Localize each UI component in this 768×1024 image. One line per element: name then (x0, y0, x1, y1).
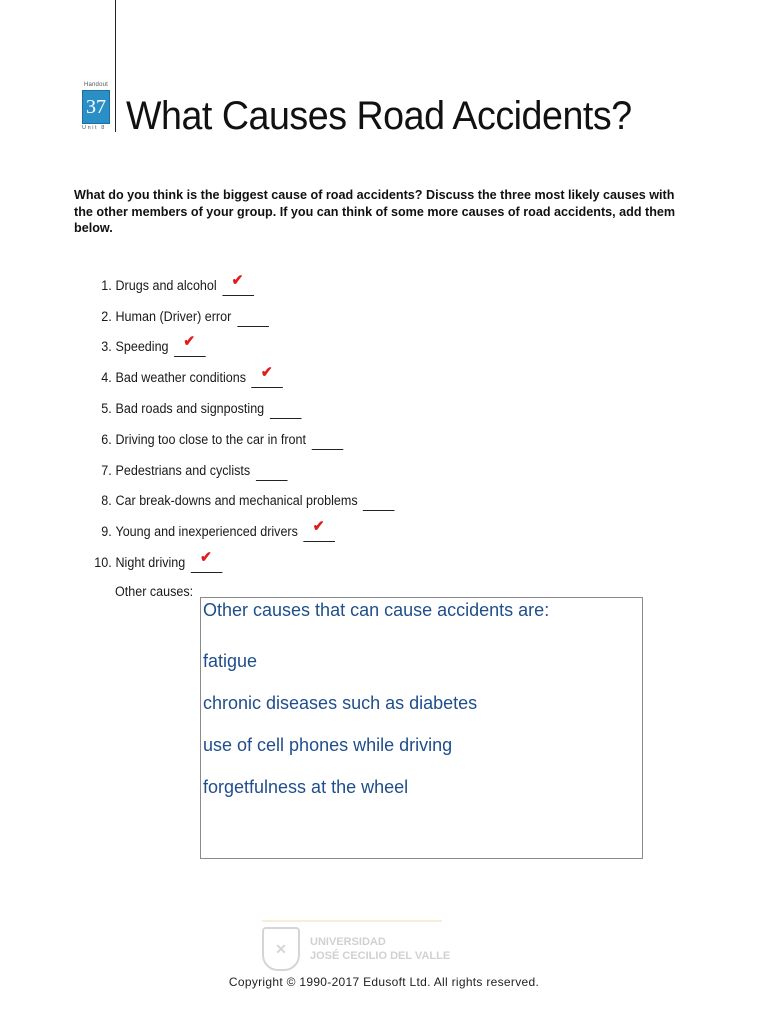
causes-list (82, 270, 582, 578)
cause-number: 4. (101, 370, 112, 386)
cause-text: Human (Driver) error (115, 308, 232, 324)
unit-label: Unit 8 (82, 125, 106, 131)
answer-blank[interactable] (303, 518, 335, 542)
cause-item (82, 332, 547, 363)
other-cause-entry: use of cell phones while driving (203, 735, 453, 755)
cause-text: Car break-downs and mechanical problems (115, 493, 358, 509)
watermark-line-2: JOSÉ CECILIO DEL VALLE (310, 950, 451, 962)
cause-text: Drugs and alcohol (115, 277, 217, 293)
cause-text: Young and inexperienced drivers (115, 524, 298, 540)
answer-blank[interactable] (191, 549, 223, 573)
cause-number: 2. (101, 308, 112, 324)
answer-blank[interactable] (237, 314, 269, 327)
copyright-notice: Copyright © 1990-2017 Edusoft Ltd. All rights reserved. (228, 975, 540, 989)
handout-number: 37 (82, 90, 110, 124)
cause-text: Speeding (115, 339, 169, 355)
cause-number: 8. (101, 493, 112, 509)
cause-item (82, 486, 547, 517)
page-title: What Causes Road Accidents? (126, 94, 632, 138)
other-causes-intro: Other causes that can cause accidents are: (203, 600, 550, 620)
cause-number: 3. (101, 339, 112, 355)
cause-item (82, 547, 547, 578)
cause-item (82, 301, 547, 332)
cause-number: 5. (101, 401, 112, 417)
handout-word: Handout (83, 82, 109, 88)
watermark-text (310, 935, 450, 963)
answer-blank[interactable] (222, 271, 254, 296)
cause-item (82, 362, 547, 393)
cause-item (82, 393, 547, 424)
cause-item (82, 455, 547, 486)
red-checkmark-icon: ✔ (200, 549, 212, 567)
answer-blank[interactable] (312, 437, 344, 450)
other-cause-entry: forgetfulness at the wheel (203, 777, 409, 797)
watermark-line-1: UNIVERSIDAD (310, 936, 386, 948)
header-divider-line (115, 0, 116, 132)
other-causes-box[interactable] (200, 597, 643, 859)
answer-blank[interactable] (256, 468, 288, 481)
instructions-text: What do you think is the biggest cause of road accidents? Discuss the three most likely causes with the other members of your group. If you can think of some more causes of road accidents, add them below. (74, 188, 676, 235)
answer-blank[interactable] (363, 498, 395, 511)
cause-text: Bad weather conditions (115, 370, 246, 386)
university-watermark (262, 920, 512, 978)
cause-text: Driving too close to the car in front (115, 431, 306, 447)
other-cause-entry: chronic diseases such as diabetes (203, 693, 478, 713)
cause-number: 7. (101, 462, 112, 478)
cause-number: 1. (101, 277, 112, 293)
cause-number: 6. (101, 431, 112, 447)
answer-blank[interactable] (252, 364, 284, 388)
cause-text: Pedestrians and cyclists (115, 462, 251, 478)
other-cause-entry: fatigue (203, 651, 258, 671)
handout-badge (82, 82, 110, 131)
red-checkmark-icon: ✔ (231, 271, 244, 289)
red-checkmark-icon: ✔ (312, 518, 325, 536)
cause-text: Bad roads and signposting (115, 401, 265, 417)
cause-item (82, 270, 547, 301)
cause-item (82, 516, 547, 547)
cause-number: 10. (94, 555, 112, 571)
answer-blank[interactable] (270, 406, 302, 419)
watermark-bar (262, 920, 442, 922)
cause-item (82, 424, 547, 455)
red-checkmark-icon: ✔ (260, 364, 273, 382)
other-causes-label: Other causes: (115, 584, 194, 599)
red-checkmark-icon: ✔ (183, 333, 196, 351)
cause-text: Night driving (115, 555, 186, 571)
cause-number: 9. (101, 524, 112, 540)
answer-blank[interactable] (174, 333, 206, 357)
university-crest-icon: ✕ (262, 927, 300, 971)
